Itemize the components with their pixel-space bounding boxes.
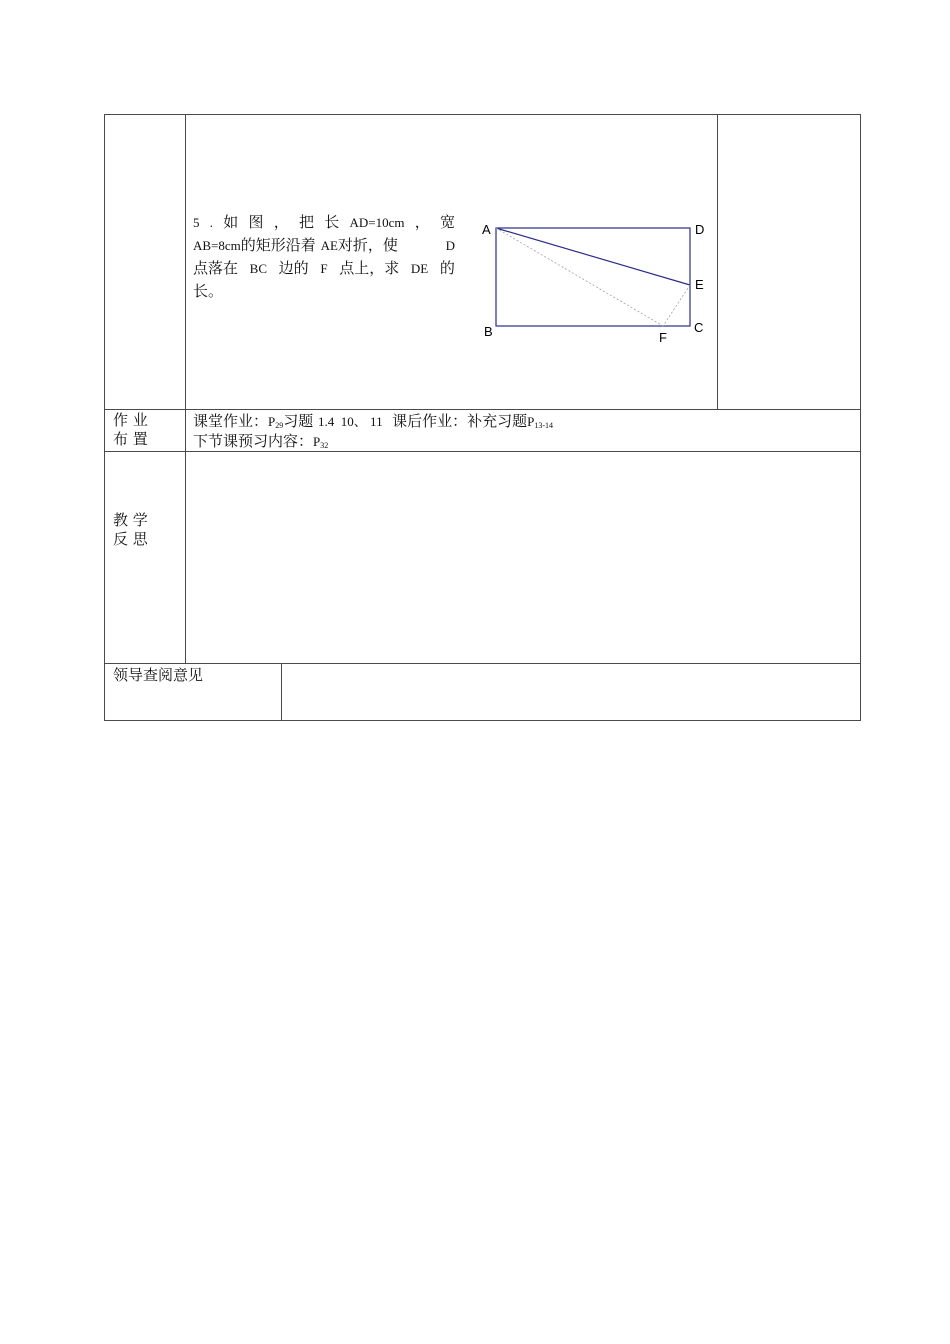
problem-word: 对折，使	[337, 236, 398, 254]
preview-page: P	[313, 434, 321, 449]
after-homework-page-number: 13-14	[534, 421, 554, 430]
problem-de: DE	[410, 261, 429, 276]
problem-length: AD=10cm	[349, 215, 405, 230]
problem-d: D	[445, 238, 455, 253]
problem-dot: .	[209, 215, 213, 230]
problem-width: AB=8cm	[193, 238, 241, 253]
fold-line-ef	[663, 285, 690, 326]
label-c: C	[694, 320, 704, 335]
class-homework-exercise: 习题	[283, 412, 314, 430]
problem-word: 图	[248, 213, 264, 231]
problem-ae: AE	[320, 238, 338, 253]
class-homework-numbers: 1.4 10、 11	[318, 414, 383, 429]
preview-assignment	[193, 432, 328, 455]
review-content-cell	[281, 663, 861, 721]
problem-word: 把	[298, 213, 314, 231]
problem-word: 点上，求	[339, 259, 400, 277]
after-homework-prefix: 课后作业：补充习题	[392, 412, 528, 430]
review-label: 领导查阅意见	[113, 666, 204, 684]
problem-text	[193, 211, 455, 303]
label-e: E	[695, 277, 704, 292]
rectangle-fold-figure	[475, 218, 715, 348]
reflection-label	[113, 511, 148, 549]
problem-line-2	[193, 234, 455, 257]
reflection-label-line1: 教 学	[113, 511, 148, 529]
label-a: A	[482, 222, 491, 237]
problem-number: 5	[193, 215, 200, 230]
preview-page-number: 32	[320, 441, 329, 450]
after-homework-page: P	[527, 414, 535, 429]
problem-line-1	[193, 211, 455, 234]
label-b: B	[484, 324, 493, 339]
problem-word: 的矩形沿着	[240, 236, 316, 254]
problem-left-cell	[104, 114, 186, 410]
problem-word: 如	[223, 213, 239, 231]
class-homework-page: P	[268, 414, 276, 429]
problem-f: F	[320, 261, 328, 276]
problem-word: ，	[273, 213, 289, 231]
homework-label-line2: 布 置	[113, 430, 148, 448]
fold-line-af	[496, 228, 663, 326]
label-f: F	[659, 330, 667, 345]
class-homework-page-number: 29	[275, 421, 284, 430]
problem-word: 的	[439, 259, 455, 277]
reflection-label-cell	[104, 451, 186, 664]
problem-word: 点落在	[193, 259, 239, 277]
class-homework-prefix: 课堂作业：	[193, 412, 269, 430]
problem-word: 长	[324, 213, 340, 231]
reflection-content-cell	[185, 451, 861, 664]
label-d: D	[695, 222, 705, 237]
problem-bc: BC	[249, 261, 268, 276]
problem-right-cell	[717, 114, 861, 410]
fold-line-ae	[496, 228, 690, 285]
homework-label-line1: 作 业	[113, 411, 148, 429]
reflection-label-line2: 反 思	[113, 530, 148, 548]
problem-word: 边的	[278, 259, 309, 277]
homework-label	[113, 411, 148, 449]
problem-word: 宽	[439, 213, 455, 231]
preview-prefix: 下节课预习内容：	[193, 432, 314, 450]
problem-line-3	[193, 257, 455, 280]
problem-word: ，	[414, 213, 430, 231]
problem-line-4: 长。	[193, 282, 224, 300]
